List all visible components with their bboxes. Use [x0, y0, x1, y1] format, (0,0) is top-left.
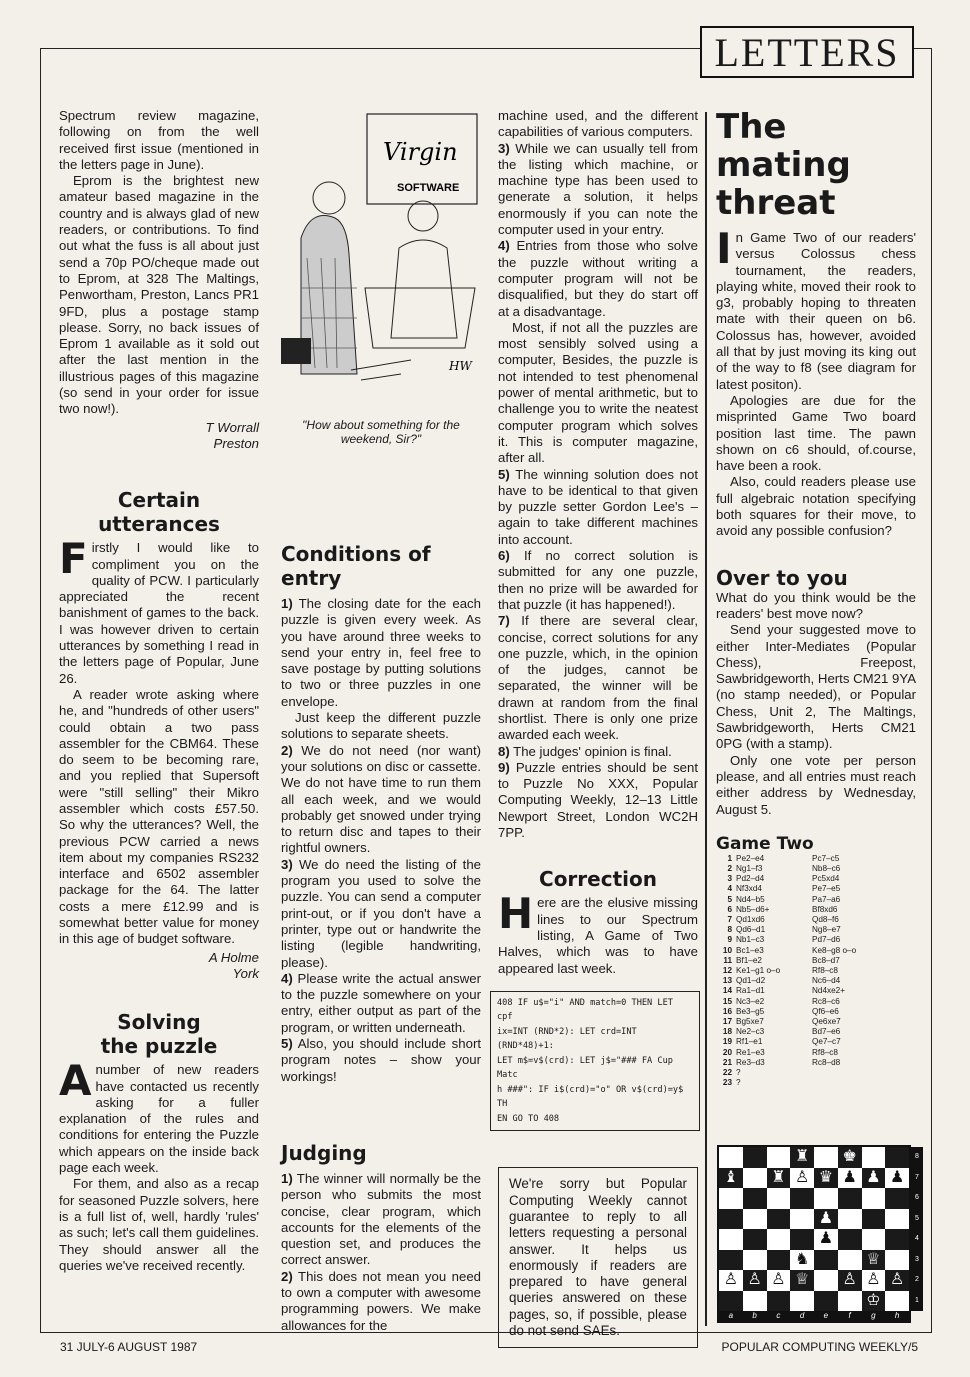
rule-number: 9) [498, 759, 510, 775]
move-row [716, 915, 916, 925]
rule-number: 2) [281, 742, 293, 758]
file-label: d [799, 1311, 805, 1320]
board-square: ♜ [790, 1147, 814, 1168]
board-square [743, 1229, 767, 1250]
heading-conditions: Conditions of entry [281, 542, 431, 590]
signature-place: Preston [213, 435, 259, 451]
move-number: 1 [727, 853, 732, 863]
heading-over-to-you: Over to you [716, 565, 848, 590]
move-row [716, 935, 916, 945]
rank-label: 6 [915, 1194, 919, 1201]
board-square [719, 1291, 743, 1312]
white-move: Nf3xd4 [736, 884, 762, 894]
black-move: Bc8–d7 [812, 955, 840, 965]
black-move: Pd7–d6 [812, 935, 841, 945]
white-move: Nc3–e2 [736, 996, 765, 1006]
white-move: ? [736, 1068, 741, 1078]
board-square [885, 1250, 909, 1271]
white-move: Qd6–d1 [736, 925, 766, 935]
move-number: 12 [722, 966, 732, 976]
solving-para-1: number of new readers have contacted us recently asking for a fuller explanation of the rules and conditions for entering the Puzzle which appears on the inside back page each week. [59, 1062, 259, 1176]
white-move: Rf1–e1 [736, 1037, 763, 1047]
board-square [885, 1229, 909, 1250]
eprom-letter-body: Eprom is the brightest new amateur based magazine in the country and is always glad of new readers, or contributions. To find out what the fuss is all about just send a 70p PO/cheque made out to Eprom, at 328 The Maltings, Penwortham, Preston, Lancs PR1 9FD, plus a postage stamp please. Sorry, no back issues of Eprom 1 available as it sold out after the last mention in the illustrious pages of this magazine (so send in your order for issue two now!). [59, 173, 259, 417]
white-move: Pd2–d4 [736, 874, 765, 884]
judging-9: Puzzle entries should be sent to Puzzle No XXX, Popular Computing Weekly, 12–13 Little Newport Street, London WC2H 7PP. [498, 759, 698, 841]
rule-number: 8) [498, 743, 510, 759]
white-move: ? [736, 1078, 741, 1088]
move-row [716, 986, 916, 996]
move-row [716, 1037, 916, 1047]
drop-cap: H [498, 889, 534, 939]
move-number: 7 [727, 915, 732, 925]
board-square [885, 1147, 909, 1168]
move-row [716, 1068, 916, 1078]
board-square [767, 1250, 791, 1271]
code-listing [490, 991, 700, 1132]
black-move: Nd4xe2+ [812, 986, 846, 996]
board-square: ♟ [814, 1209, 838, 1230]
code-line: EN GO TO 408 [497, 1113, 560, 1124]
rule-number: 1) [281, 596, 293, 611]
black-move: Rf8–c8 [812, 966, 838, 976]
board-square: ♙ [767, 1270, 791, 1291]
board-square [862, 1209, 886, 1230]
black-move: Qd8–f6 [812, 915, 839, 925]
black-move: Qe7–c7 [812, 1037, 841, 1047]
white-move: Pe2–e4 [736, 853, 765, 863]
board-square [790, 1188, 814, 1209]
white-move: Be3–g5 [736, 1006, 765, 1016]
judging-6: If no correct solution is submitted for any one puzzle, then no prize will be awarded for that puzzle (it has happened!). [498, 548, 698, 612]
board-square: ♝ [719, 1168, 743, 1189]
board-square [838, 1188, 862, 1209]
rank-label: 4 [915, 1235, 919, 1242]
heading-game-two: Game Two [716, 833, 814, 854]
utterances-para-1: irstly I would like to compliment you on the quality of PCW. I particularly appreciated the recent banishment of games to the back. I was however driven to certain utterances by something I read in the letters page of Popular, June 26. [59, 540, 259, 686]
heading-certain: Certain [117, 488, 201, 513]
black-move: Qf6–e6 [812, 1006, 839, 1016]
board-square: ♙ [790, 1168, 814, 1189]
move-row [716, 997, 916, 1007]
file-label: c [776, 1311, 781, 1320]
judging-1: The winner will normally be the person who submits the most concise, clear program, which accounts for the elements of the question set, and produces the correct answer. [281, 1170, 481, 1268]
move-number: 16 [722, 1006, 732, 1016]
rule-number: 6) [498, 548, 510, 564]
black-move: Rc8–c6 [812, 996, 840, 1006]
move-number: 9 [727, 935, 732, 945]
move-row [716, 1027, 916, 1037]
code-line: h ###": IF i$(crd)="o" OR v$(crd)=y$ TH [497, 1084, 684, 1110]
move-number: 20 [722, 1047, 732, 1057]
board-square [743, 1188, 767, 1209]
board-square: ♟ [885, 1168, 909, 1189]
rank-label: 2 [915, 1276, 919, 1283]
move-row [716, 854, 916, 864]
move-number: 19 [722, 1037, 732, 1047]
move-row [716, 884, 916, 894]
utterances-para-2: A reader wrote asking where he, and "hundreds of other users" could obtain a two pass assembler for the CBM64. These do seem to be becoming rare, and you replied that Supersoft were "still selling" their Mikro assembler which costs £57.50. So why the utterances? Well, the previous PCW carried a news item about my companies RS232 interface and 6502 assembler package for the 64. The latter costs a mere £12.99 and is somewhat better value for money in this age of budget software. [59, 686, 259, 947]
white-move: Qd1–d2 [736, 976, 766, 986]
black-move: Bf8xd6 [812, 904, 838, 914]
mating-para-3: Also, could readers please use full algebraic notation specifying both squares for their move, to avoid any possible confusion? [716, 474, 916, 539]
board-square: ♙ [719, 1270, 743, 1291]
rule-number: 5) [498, 466, 510, 482]
signature-name: A Holme [208, 949, 259, 965]
judging-2-cont: machine used, and the different capabilities of various computers. [498, 108, 698, 140]
move-row [716, 864, 916, 874]
solving-para-2: For them, and also as a recap for seasoned Puzzle solvers, here is a full list of, well, hardly 'rules' as such; let's call them guidelines. They should answer all the queries we've received recently. [59, 1176, 259, 1273]
white-move: Nb1–c3 [736, 935, 765, 945]
board-square [790, 1209, 814, 1230]
white-move: Re3–d3 [736, 1057, 765, 1067]
drop-cap: I [716, 224, 732, 273]
heading-mating-threat: The mating threat [716, 107, 851, 223]
condition-1b: Just keep the different puzzle solutions to separate sheets. [281, 710, 481, 742]
board-square [790, 1291, 814, 1312]
file-label: g [871, 1311, 876, 1320]
black-move: Bd7–e6 [812, 1027, 841, 1037]
column-1 [59, 108, 259, 1274]
move-number: 21 [722, 1057, 732, 1067]
board-square: ♕ [862, 1250, 886, 1271]
board-files [719, 1311, 909, 1321]
rank-label: 3 [915, 1255, 919, 1263]
white-move: Re1–e3 [736, 1047, 765, 1057]
move-number: 14 [722, 986, 732, 996]
board-square [814, 1147, 838, 1168]
board-square [767, 1209, 791, 1230]
drop-cap: A [59, 1056, 92, 1106]
move-row [716, 874, 916, 884]
black-move: Pc5xd4 [812, 874, 840, 884]
board-square: ♙ [862, 1270, 886, 1291]
correction-para: ere are the elusive missing lines to our Spectrum listing, A Game of Two Halves, which was to have appeared last week. [498, 895, 698, 976]
judging-4: Entries from those who solve the puzzle without writing a computer program will not be disqualified, but they do start off at a disadvantage. [498, 238, 698, 319]
signature-name: T Worrall [205, 419, 259, 435]
white-move: Ke1–g1 o–o [736, 966, 781, 976]
move-number: 11 [723, 955, 732, 965]
rule-number: 4) [281, 970, 293, 986]
move-number: 2 [727, 864, 732, 873]
over-para-1: What do you think would be the readers' best move now? [716, 589, 916, 621]
black-move: Pa7–a6 [812, 894, 841, 904]
rule-number: 1) [281, 1170, 293, 1186]
move-row [716, 1078, 916, 1088]
board-square: ♟ [838, 1168, 862, 1189]
board-square [885, 1209, 909, 1230]
mating-para-1: n Game Two of our readers' versus Colossus chess tournament, the readers, playing white, moved their rook to g3, probably hoping to threaten mate with their queen on b6. Colossus has, however, avoided all that by just moving its king out of the way to f8 (see diagram for latest positon). [716, 230, 916, 392]
move-row [716, 1058, 916, 1068]
white-move: Nb5–d6+ [736, 904, 770, 914]
board-square [838, 1250, 862, 1271]
code-line: ix=INT (RND*2): LET crd=INT (RND*48)+1: [497, 1026, 637, 1052]
rank-label: 5 [915, 1214, 919, 1222]
eprom-letter-intro: Spectrum review magazine, following on from the well received first issue (mentioned in the letters page in June). [59, 108, 259, 172]
judging-8: The judges' opinion is final. [513, 743, 672, 759]
board-square [862, 1188, 886, 1209]
board-ranks [911, 1147, 923, 1311]
rank-label: 7 [915, 1173, 919, 1181]
board-square: ♟ [814, 1229, 838, 1250]
move-row [716, 976, 916, 986]
condition-1: The closing date for the each puzzle is given every week. As you have around three weeks to send your entry in, feel free to save postage by putting solutions to two or three puzzles in one envelope. [281, 596, 481, 709]
move-number: 10 [722, 945, 732, 955]
move-row [716, 1007, 916, 1017]
notice-box [498, 1167, 698, 1348]
board-square: ♟ [862, 1168, 886, 1189]
heading-judging: Judging [281, 1140, 367, 1165]
drop-cap: F [59, 534, 88, 584]
black-move: Rf8–c8 [812, 1047, 838, 1057]
column-4 [716, 108, 916, 1088]
footer-date: 31 JULY-6 AUGUST 1987 [60, 1340, 198, 1354]
black-move: Rc8–d8 [812, 1057, 841, 1067]
black-move: Nb8–c6 [812, 864, 841, 873]
cartoon-signature: HW [449, 359, 472, 373]
judging-5: The winning solution does not have to be identical to that given by puzzle setter Gordon Lee's – again to take different machines into account. [498, 466, 698, 547]
board-square [838, 1291, 862, 1312]
move-number: 3 [727, 874, 732, 884]
board-square [838, 1229, 862, 1250]
board-square [814, 1250, 838, 1271]
board-square [743, 1209, 767, 1230]
black-move: Ng8–e7 [812, 925, 841, 935]
file-label: f [848, 1311, 851, 1320]
board-square [743, 1147, 767, 1168]
board-square [885, 1188, 909, 1209]
board-square [743, 1291, 767, 1312]
move-number: 6 [727, 904, 732, 914]
move-row [716, 956, 916, 966]
board-square: ♞ [790, 1250, 814, 1271]
column-3 [498, 108, 698, 1348]
white-move: Ne2–c3 [736, 1027, 765, 1037]
over-para-2: Send your suggested move to either Inter-Mediates (Popular Chess), Freepost, Sawbridgeworth, Herts CM21 9YA (no stamp needed), or Popular Chess, Unit 2, The Maltings, Sawbridgeworth, Herts CM21 0PG (with a stamp). [716, 622, 916, 752]
notice-text: We're sorry but Popular Computing Weekly cannot guarantee to reply to all letters requesting a personal answer. It helps us enormously if readers are prepared to have general queries answered on these pages, so, if possible, please do not send SAEs. [509, 1176, 687, 1339]
board-square [719, 1188, 743, 1209]
black-move: Pe7–e5 [812, 884, 841, 894]
board-square [885, 1291, 909, 1312]
move-number: 5 [727, 894, 732, 904]
cartoon-caption: "How about something for the weekend, Sir?" [302, 418, 460, 446]
heading-utterances: utterances [98, 512, 220, 537]
rule-number: 3) [498, 140, 510, 156]
rule-number: 2) [281, 1268, 293, 1284]
board-square [743, 1250, 767, 1271]
column-divider [705, 112, 707, 1326]
judging-3: While we can usually tell from the listing which machine, or machine type has been used to generate a solution, it helps enormously if you can note the computer used in your entry. [498, 140, 698, 238]
heading-solving: Solving [117, 1010, 201, 1035]
file-label: a [728, 1311, 734, 1320]
move-row [716, 905, 916, 915]
board-square [862, 1229, 886, 1250]
move-number: 8 [727, 925, 732, 935]
file-label: h [894, 1311, 900, 1320]
black-move: Nc6–d4 [812, 976, 841, 986]
cartoon-sign-brand: Virgin [383, 138, 458, 166]
judging-7: If there are several clear, concise, correct solutions for any one puzzle, which, in the opinion of the judges, cannot be separated, the winner will be drawn at random from the final shortlist. There is only one prize awarded each week. [498, 613, 698, 743]
board-square: ♙ [743, 1270, 767, 1291]
move-number: 13 [722, 976, 732, 986]
move-number: 18 [722, 1027, 732, 1037]
move-number: 17 [722, 1017, 732, 1027]
code-line: LET m$=v$(crd): LET j$="### FA Cup Matc [497, 1055, 673, 1081]
board-square [743, 1168, 767, 1189]
move-number: 4 [727, 884, 732, 894]
heading-the-puzzle: the puzzle [100, 1034, 218, 1059]
board-square [767, 1229, 791, 1250]
rule-number: 7) [498, 613, 510, 629]
white-move: Qd1xd6 [736, 915, 765, 925]
white-move: Ra1–d1 [736, 986, 765, 996]
rule-number: 3) [281, 856, 293, 872]
board-square: ♕ [790, 1270, 814, 1291]
chess-board [717, 1145, 919, 1323]
mating-para-2: Apologies are due for the misprinted Game Two board position last time. The pawn shown on c6 should, of.course, have been a rook. [716, 392, 916, 474]
board-square [862, 1147, 886, 1168]
judging-4b: Most, if not all the puzzles are most sensibly solved using a computer, Besides, the puzzle is not intended to test phenomenal power of mental arithmetic, but to challenge you to write the neatest computer program which solves it. This is computer magazine, after all. [498, 319, 698, 466]
move-row [716, 946, 916, 956]
file-label: b [752, 1311, 757, 1320]
board-square: ♛ [814, 1168, 838, 1189]
board-square: ♚ [838, 1147, 862, 1168]
board-square: ♜ [767, 1168, 791, 1189]
board-square: ♙ [838, 1270, 862, 1291]
rank-label: 8 [915, 1153, 919, 1160]
move-row [716, 1017, 916, 1027]
signature-place: York [232, 965, 259, 981]
board-square [767, 1147, 791, 1168]
white-move: Bf1–e2 [736, 955, 762, 965]
board-square [719, 1147, 743, 1168]
heading-correction: Correction [539, 867, 657, 892]
board-square: ♔ [862, 1291, 886, 1312]
column-2 [281, 108, 481, 1334]
board-square [719, 1209, 743, 1230]
move-number: 23 [722, 1078, 732, 1088]
move-row [716, 925, 916, 935]
board-square [790, 1229, 814, 1250]
board-square [814, 1270, 838, 1291]
move-row [716, 1048, 916, 1058]
white-move: Ng1–f3 [736, 864, 763, 873]
rank-label: 1 [915, 1296, 919, 1304]
board-square [767, 1291, 791, 1312]
condition-2: We do not need (nor want) your solutions on disc or cassette. We do not have time to run them all each week, and we would probably get snowed under trying to return disc and tapes to their rightful owners. [281, 742, 481, 856]
condition-3: We do need the listing of the program you used to solve the puzzle. You can send a computer print-out, or if you don't have a printer, type out or handwrite the listing (legible handwriting, please). [281, 856, 481, 970]
move-row [716, 966, 916, 976]
condition-5: Also, you should include short program notes – show your workings! [281, 1036, 481, 1084]
move-number: 15 [722, 996, 732, 1006]
black-move: Ke8–g8 o–o [812, 945, 857, 955]
judging-2: This does not mean you need to own a computer with awesome programming powers. We make allowances for the [281, 1268, 481, 1333]
board-square [814, 1291, 838, 1312]
white-move: Bg5xe7 [736, 1017, 764, 1027]
board-square [767, 1188, 791, 1209]
white-move: Nd4–b5 [736, 894, 765, 904]
footer-page: POPULAR COMPUTING WEEKLY/5 [721, 1340, 918, 1354]
cartoon-illustration [281, 108, 481, 418]
black-move: Qe6xe7 [812, 1017, 841, 1027]
cartoon-sign-word: SOFTWARE [397, 182, 460, 194]
board-square: ♙ [885, 1270, 909, 1291]
black-move: Pc7–c5 [812, 853, 840, 863]
board-square [814, 1188, 838, 1209]
move-row [716, 895, 916, 905]
board-square [719, 1229, 743, 1250]
code-line: 408 IF u$="i" AND match=0 THEN LET cpf [497, 997, 673, 1023]
rule-number: 4) [498, 238, 510, 254]
file-label: e [823, 1311, 829, 1320]
condition-4: Please write the actual answer to the puzzle somewhere on your entry, either output as part of the program, or written underneath. [281, 970, 481, 1035]
board-square [838, 1209, 862, 1230]
over-para-3: Only one vote per person please, and all entries must reach either address by Wednesday, August 5. [716, 752, 916, 817]
move-number: 22 [722, 1068, 732, 1078]
board-square [719, 1250, 743, 1271]
rule-number: 5) [281, 1036, 293, 1052]
white-move: Bc1–e3 [736, 945, 764, 955]
section-tag: LETTERS [700, 26, 914, 78]
move-list [716, 854, 916, 1089]
